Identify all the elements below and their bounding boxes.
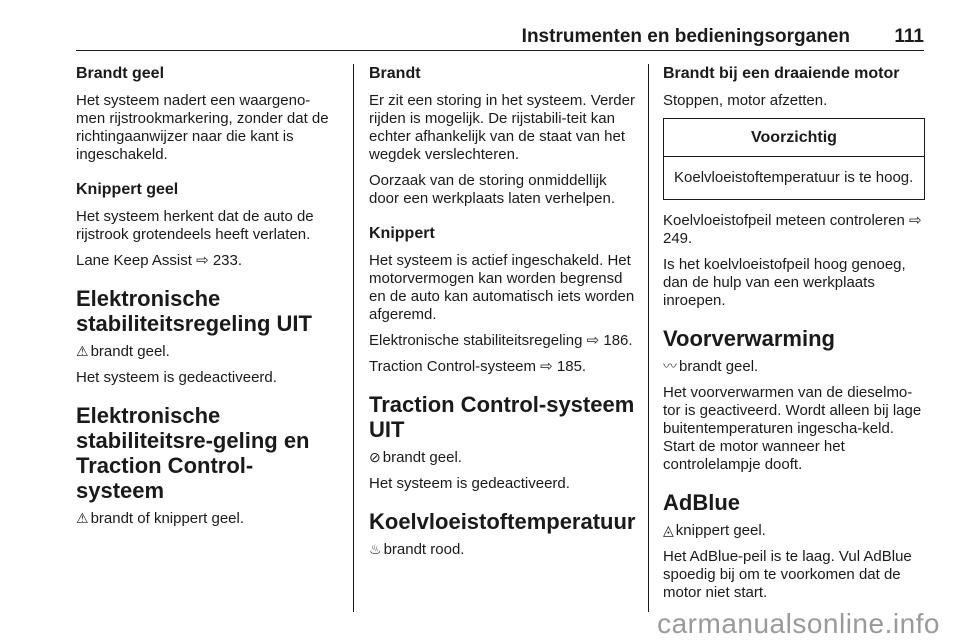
- text-esc-tc-state: brandt of knippert geel.: [90, 510, 244, 527]
- header-title: Instrumenten en bedieningsorganen: [521, 26, 850, 47]
- heading-tc-off: Traction Control-systeem UIT: [369, 392, 635, 442]
- caution-box: [663, 118, 925, 200]
- text-esc-deactivated: Het systeem is gedeactiveerd.: [76, 369, 277, 386]
- heading-adblue: AdBlue: [663, 490, 740, 515]
- caution-body: Koelvloeistoftemperatuur is te hoog.: [674, 169, 914, 186]
- text-ab-body: Het AdBlue-peil is te laag. Vul AdBlue spoedig bij om te voorkomen dat de motor niet start.: [663, 548, 912, 601]
- heading-brandt-geel: Brandt geel: [76, 65, 165, 82]
- column-3: [663, 64, 925, 610]
- text-ab-state: knippert geel.: [675, 522, 766, 539]
- text-tc-deactivated: Het systeem is gedeactiveerd.: [369, 475, 570, 492]
- watermark: carmanualsonline.info: [657, 608, 940, 639]
- caution-title: Voorzichtig: [664, 119, 924, 157]
- column-1: [76, 64, 338, 536]
- esc-tc-icon: ⚠: [76, 510, 89, 526]
- text-brandt: Er zit een storing in het systeem. Verder rijden is mogelijk. De rijstabili-teit kan echter afhankelijk van de staat van het wegdek verslechteren.: [369, 92, 635, 163]
- heading-voorverwarming: Voorverwarming: [663, 326, 835, 351]
- page-number: 111: [894, 26, 924, 47]
- text-tc-state: brandt geel.: [382, 449, 462, 466]
- text-tc-reference: Traction Control-systeem ⇨ 185.: [369, 358, 587, 375]
- text-esc-state: brandt geel.: [90, 343, 170, 360]
- heading-koelvloeistof: Koelvloeistoftemperatuur: [369, 509, 636, 534]
- text-stoppen: Stoppen, motor afzetten.: [663, 92, 828, 109]
- page-header: [76, 0, 924, 51]
- coolant-temperature-icon: ♨: [369, 541, 382, 557]
- column-divider-1: [353, 64, 354, 612]
- text-lane-keep-assist: Lane Keep Assist ⇨ 233.: [76, 252, 243, 269]
- text-oorzaak: Oorzaak van de storing onmiddellijk door een werkplaats laten verhelpen.: [369, 172, 615, 207]
- heading-esc-tc: Elektronische stabiliteitsre-geling en Traction Control-systeem: [76, 403, 310, 503]
- text-vv-body: Het voorverwarmen van de dieselmo-tor is geactiveerd. Wordt alleen bij lage buitentemperaturen ingescha-keld. Start de motor wanneer het controlelampje dooft.: [663, 384, 922, 473]
- glow-plug-icon: 〰: [663, 358, 677, 374]
- text-esr-reference: Elektronische stabiliteitsregeling ⇨ 186.: [369, 332, 633, 349]
- text-hoog: Is het koelvloeistofpeil hoog genoeg, dan de hulp van een werkplaats inroepen.: [663, 256, 906, 309]
- heading-knippert-geel: Knippert geel: [76, 181, 179, 198]
- text-knippert: Het systeem is actief ingeschakeld. Het motorvermogen kan worden begrensd en de auto kan automatisch iets worden afgeremd.: [369, 252, 635, 323]
- text-knippert-geel: Het systeem herkent dat de auto de rijstrook grotendeels heeft verlaten.: [76, 208, 314, 243]
- text-koel-state: brandt rood.: [383, 541, 465, 558]
- column-divider-2: [648, 64, 649, 612]
- heading-brandt: Brandt: [369, 65, 421, 82]
- column-2: [369, 64, 635, 567]
- tc-off-icon: ⊘: [369, 449, 381, 465]
- esc-off-icon: ⚠: [76, 343, 89, 359]
- text-vv-state: brandt geel.: [679, 358, 759, 375]
- text-brandt-geel: Het systeem nadert een waargeno-men rijstrookmarkering, zonder dat de richtingaanwijzer naar die kant is ingeschakeld.: [76, 92, 329, 163]
- adblue-icon: ◬: [663, 522, 674, 538]
- heading-knippert: Knippert: [369, 225, 435, 242]
- heading-esc-off: Elektronische stabiliteitsregeling UIT: [76, 286, 312, 336]
- text-peil: Koelvloeistofpeil meteen controleren ⇨ 249.: [663, 212, 922, 247]
- heading-draaiende-motor: Brandt bij een draaiende motor: [663, 65, 900, 82]
